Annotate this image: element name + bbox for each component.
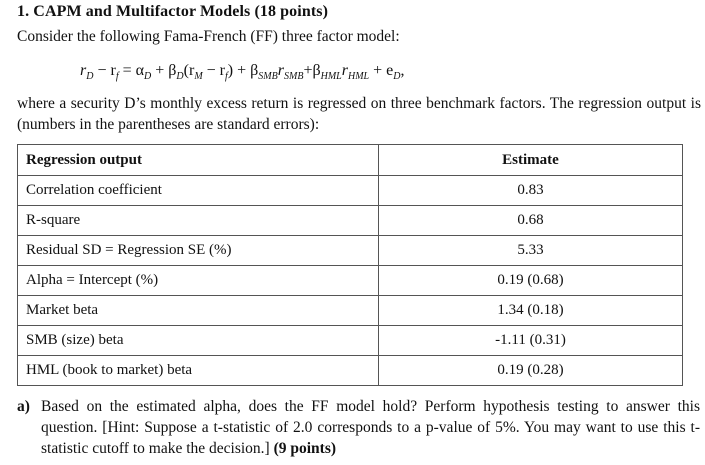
question-text-block: [41, 396, 700, 459]
row-label: Market beta: [18, 296, 379, 326]
table-row: [18, 326, 683, 356]
row-label: HML (book to market) beta: [18, 356, 379, 386]
row-value: 0.83: [379, 176, 683, 206]
header-regression-output: Regression output: [18, 145, 379, 176]
table-row: [18, 266, 683, 296]
header-estimate: Estimate: [379, 145, 683, 176]
row-label: Correlation coefficient: [18, 176, 379, 206]
row-value: 0.19 (0.68): [379, 266, 683, 296]
table-header-row: [18, 145, 683, 176]
intro-text: Consider the following Fama-French (FF) three factor model:: [17, 28, 400, 45]
table-row: [18, 206, 683, 236]
row-label: R-square: [18, 206, 379, 236]
table-row: [18, 236, 683, 266]
regression-description: where a security D’s monthly excess return is regressed on three benchmark factors. The regression output is (numbers in the parentheses are standard errors):: [17, 95, 701, 133]
regression-output-table: [17, 144, 683, 386]
question-points: (9 points): [273, 440, 337, 457]
question-text: Based on the estimated alpha, does the FF model hold? Perform hypothesis testing to answer this question. [Hint: Suppose a t-statistic of 2.0 corresponds to a p-value of 5%. You may want to use this t-statistic cutoff to make the decision.]: [41, 398, 700, 457]
ff-three-factor-formula: $r_D - r_f = \alpha_D + \beta_D(r_M - r_f) + \beta_{SMB}r_{SMB}+\beta_{HML}r_{HML} + e_D$,: [80, 62, 405, 83]
table-row: [18, 296, 683, 326]
question-a: [17, 396, 700, 459]
question-label: a): [17, 398, 30, 415]
section-heading: 1. CAPM and Multifactor Models (18 points): [17, 3, 328, 20]
row-value: 5.33: [379, 236, 683, 266]
row-label: Residual SD = Regression SE (%): [18, 236, 379, 266]
row-label: SMB (size) beta: [18, 326, 379, 356]
row-label: Alpha = Intercept (%): [18, 266, 379, 296]
table-row: [18, 176, 683, 206]
row-value: 0.68: [379, 206, 683, 236]
row-value: 0.19 (0.28): [379, 356, 683, 386]
row-value: -1.11 (0.31): [379, 326, 683, 356]
row-value: 1.34 (0.18): [379, 296, 683, 326]
table-row: [18, 356, 683, 386]
